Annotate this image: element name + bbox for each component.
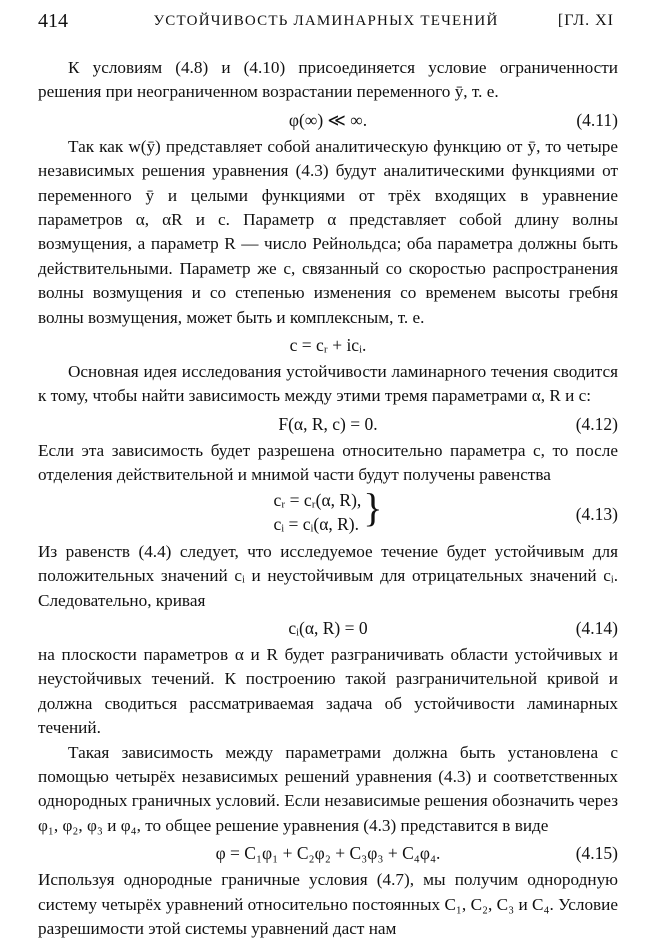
page-header <box>38 10 614 36</box>
equation-4-12 <box>38 409 618 439</box>
paragraph-6: на плоскости параметров α и R будет разграничивать области устойчивых и неустойчивых течений. К построению такой разграничительной кривой и должна сводиться рассматриваемая задача об устойчивости ламинарных течений. <box>38 644 618 738</box>
equation-4-15 <box>38 838 618 868</box>
equation-system <box>38 484 618 536</box>
paragraph-8: Используя однородные граничные условия (4.7), мы получим однородную систему четырёх уравнений относительно постоянных C₁, C₂, C₃ и C₄. Условие разрешимости этой системы уравнений даст нам <box>38 870 618 938</box>
paragraph-4: Если эта зависимость будет разрешена относительно параметра c, то после отделения действительной и мнимой части будут получены равенства <box>38 440 618 485</box>
paragraph-1: К условиям (4.8) и (4.10) присоединяется условие ограниченности решения при неограниченном возрастании переменного ȳ, т. е. <box>38 58 618 102</box>
equation-number: (4.11) <box>576 109 618 130</box>
equation-number: (4.12) <box>575 413 618 434</box>
equation-c <box>38 330 618 360</box>
equation-number: (4.15) <box>575 843 618 864</box>
page-body <box>38 56 618 941</box>
equation-4-14 <box>38 613 618 643</box>
equation-4-11 <box>38 105 618 135</box>
equation-formula: cᵢ(α, R) = 0 <box>288 617 368 638</box>
paragraph-2: Так как w(ȳ) представляет собой аналитическую функцию от ȳ, то четыре независимых решения уравнения (4.3) будут аналитическими функциями от переменного ȳ и целыми функциями от трёх входящих в уравнение параметров α, αR и c. Параметр α представляет собой длину волны возмущения, а параметр R — число Рейнольдса; оба параметра должны быть действительными. Параметр же c, связанный со скоростью распространения волны возмущения и со степенью изменения со временем высоты гребня волны возмущения, может быть и комплексным, т. е. <box>38 136 618 327</box>
page-number: 414 <box>38 10 68 32</box>
paragraph-5: Из равенств (4.4) следует, что исследуемое течение будет устойчивым для положительных значений cᵢ и неустойчивым для отрицательных значений cᵢ. Следовательно, кривая <box>38 541 618 610</box>
running-title: УСТОЙЧИВОСТЬ ЛАМИНАРНЫХ ТЕЧЕНИЙ <box>153 13 499 29</box>
equation-number: (4.14) <box>575 617 618 638</box>
chapter-label: [ГЛ. XI <box>557 12 614 29</box>
equation-formula: φ = C₁φ₁ + C₂φ₂ + C₃φ₃ + C₄φ₄. <box>215 843 441 864</box>
equation-number: (4.13) <box>575 503 618 524</box>
equation-formula: F(α, R, c) = 0. <box>278 413 378 434</box>
paragraph-3: Основная идея исследования устойчивости ламинарного течения сводится к тому, чтобы найти зависимость между этими тремя параметрами α, R и c: <box>38 362 618 406</box>
equation-formula: c = cᵣ + icᵢ. <box>289 335 367 356</box>
equation-line-2: cᵢ = cᵢ(α, R). <box>273 513 359 534</box>
equation-formula: φ(∞) ≪ ∞. <box>288 109 368 130</box>
paragraph-7: Такая зависимость между параметрами должна быть установлена с помощью четырёх независимых решений уравнения (4.3) и соответственных однородных граничных условий. Если независимые решения обозначить через φ₁, φ₂, φ₃ и φ₄, то общее решение уравнения (4.3) представится в виде <box>38 742 618 835</box>
right-brace: } <box>363 484 383 530</box>
equation-line-1: cᵣ = cᵣ(α, R), <box>273 489 362 510</box>
equation-4-13 <box>38 484 618 540</box>
